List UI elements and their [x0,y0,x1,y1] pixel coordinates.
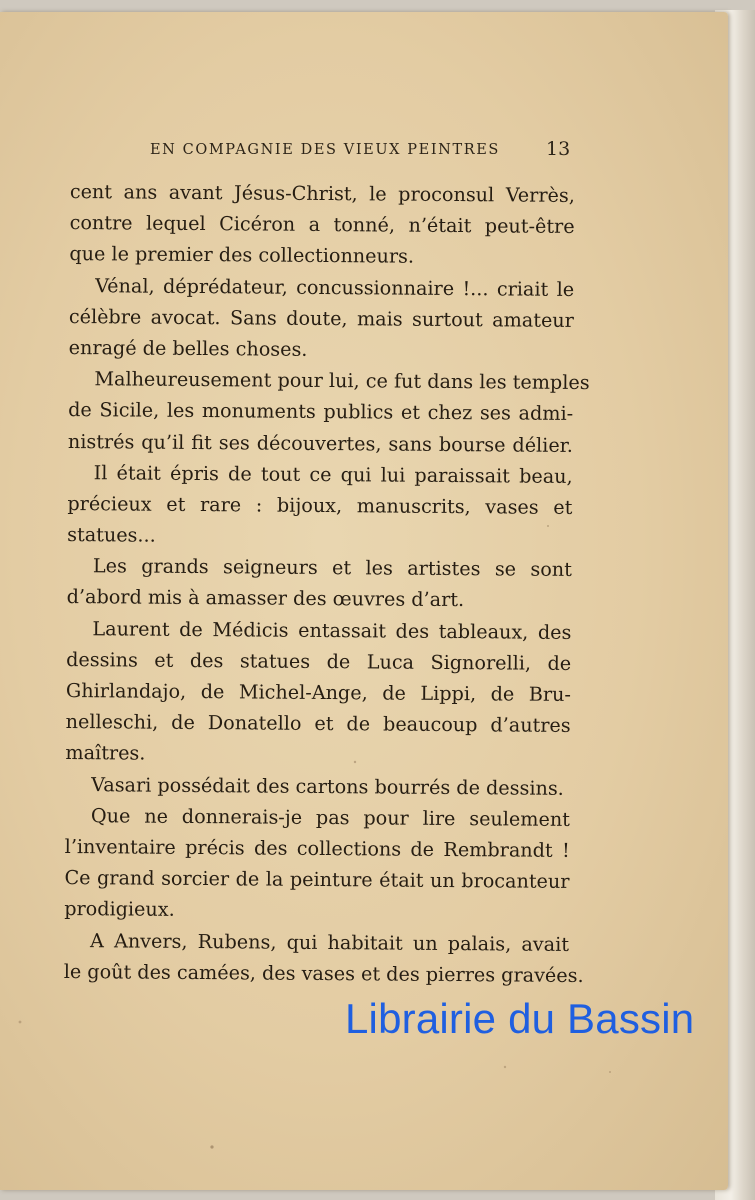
text-line: Vasari possédait des cartons bourrés de dessins. [91,772,564,800]
text-line: statues... [67,523,156,547]
watermark: Librairie du Bassin [345,995,695,1042]
text-line: précieux et rare : bijoux, manuscrits, vases et [67,491,573,519]
text-line: prodigieux. [64,897,175,922]
text-line: de Sicile, les monuments publics et chez ses admi- [68,398,574,426]
text-line: Vénal, déprédateur, concussionnaire !... criait le [95,273,575,301]
text-line: Malheureusement pour lui, ce fut dans les temples [94,367,590,395]
text-line: l’inventaire précis des collections de Rembrandt ! [64,834,570,862]
text-line: Laurent de Médicis entassait des tableaux, des [92,616,572,644]
text-line: A Anvers, Rubens, qui habitait un palais, avait [89,928,570,956]
text-line: Les grands seigneurs et les artistes se sont [92,554,573,582]
text-line: Il était épris de tout ce qui lui paraissait beau, [93,460,573,488]
text-line: nistrés qu’il fit ses découvertes, sans bourse délier. [67,429,573,457]
text-line: dessins et des statues de Luca Signorelli, de [66,647,572,675]
text-line: enragé de belles choses. [68,335,308,361]
text-line: célèbre avocat. Sans doute, mais surtout amateur [68,304,574,332]
text-line: d’abord mis à amasser des œuvres d’art. [66,585,465,612]
text-line: Ghirlandajo, de Michel-Ange, de Lippi, de Bru- [65,678,572,706]
running-title: EN COMPAGNIE DES VIEUX PEINTRES [150,142,500,158]
text-line: que le premier des collectionneurs. [69,242,415,269]
text-line: le goût des camées, des vases et des pierres gravées. [63,959,584,987]
page-number: 13 [546,138,571,160]
text-line: nelleschi, de Donatello et de beaucoup d’autres [65,710,571,738]
text-line: maîtres. [65,741,146,765]
text-line: cent ans avant Jésus-Christ, le proconsul Verrès, [69,179,575,207]
body-text [63,176,590,991]
text-line: Ce grand sorcier de la peinture était un brocanteur [64,866,570,894]
text-line: Que ne donnerais-je pas pour lire seulement [90,803,571,831]
text-line: contre lequel Cicéron a tonné, n’était peut-être [69,211,575,239]
